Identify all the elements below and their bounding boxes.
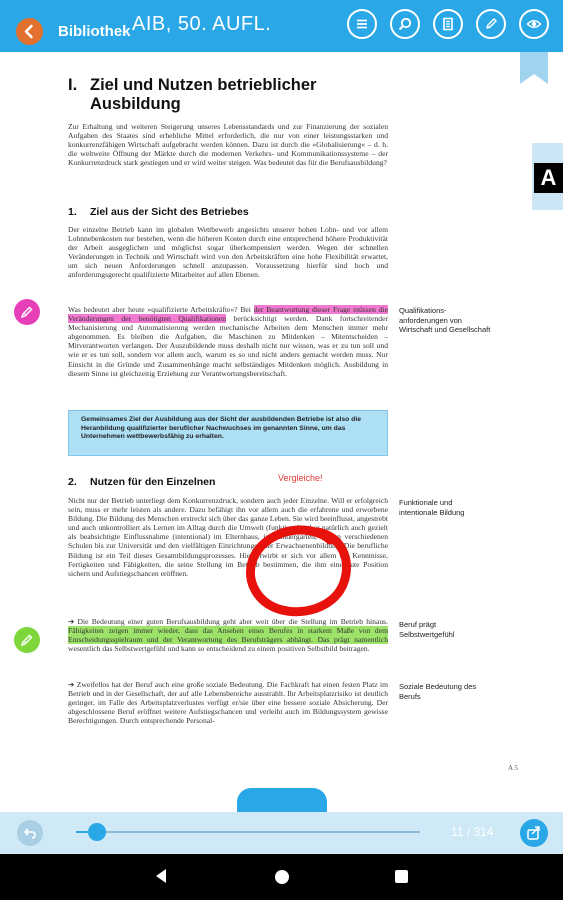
- chevron-left-icon: [16, 18, 43, 45]
- margin-note: Funktionale und intentionale Bildung: [399, 498, 465, 517]
- section-2-number: 2.: [68, 476, 77, 488]
- intro-paragraph: Zur Erhaltung und weiteren Steigerung unseres Lebensstandards und zur Finanzierung der sozialen Aufgaben des Staates sind erhebliche Mittel erforderlich, die nur von einer leistungsstarken und konkurrenzfähigen Wirtschaft aufgebracht werden können. Dazu ist durch die »Globalisierung« – d. h. die weltweite Öffnung der Märkte durch die modernen Verkehrs- und Kommunikationssysteme – der Konkurrenzdruck stark gestiegen und er wird weiter steigen. Was bedeutet das für die Berufsausbildung?: [68, 122, 388, 168]
- summary-box: [68, 410, 388, 456]
- nav-recent-apps-icon[interactable]: [395, 870, 408, 883]
- search-icon[interactable]: [390, 9, 420, 39]
- pink-annotation-marker[interactable]: [14, 299, 40, 325]
- handwritten-note[interactable]: Vergleiche!: [278, 473, 323, 483]
- pages-icon[interactable]: [433, 9, 463, 39]
- bullet-paragraph-1: [68, 617, 388, 653]
- bullet-paragraph-2: ➔ Zweifellos hat der Beruf auch eine große soziale Bedeutung. Die Fachkraft hat einen festen Platz im Betrieb und in der Gesellschaft, der auf alle Lebensbereiche ausstrahlt. Ihr Arbeitsplatzrisiko ist deutlich geringer, im Falle des Arbeitsplatzverlustes verfügt er/sie über eine bessere soziale Absicherung. Der abgeschlossene Beruf eröffnet weitere Aufstiegschancen und verleiht auch im Bildungssystem gewisse Berechtigungen. Durch entsprechende Personal-: [68, 680, 388, 726]
- section-2-title: Nutzen für den Einzelnen: [90, 476, 216, 488]
- chapter-title: Ziel und Nutzen betrieblicher Ausbildung: [90, 76, 317, 113]
- undo-icon: [23, 826, 37, 840]
- section-1-paragraph-1: Der einzelne Betrieb kann im globalen Wettbewerb angesichts unserer hohen Lohn- und vor allem Lohnnebenkosten nur bestehen, wenn die höheren Kosten durch eine entsprechend höhere Produktivität der Arbeit ausgeglichen und möglichst sogar überkompensiert werden. Wegen der schnellen Veränderungen in Technik und Wirtschaft wird von den Arbeitskräften eine hohe Flexibilität erwartet, um sich neuen Anforderungen schnell anzupassen. Voraussetzung hierfür sind hoch und anforderungsgerecht qualifizierte Mitarbeiter auf allen Ebenen.: [68, 225, 388, 280]
- nav-home-icon[interactable]: [275, 870, 289, 884]
- page-slider-fill: [76, 831, 88, 833]
- pencil-icon[interactable]: [476, 9, 506, 39]
- bookmark-icon[interactable]: [520, 52, 548, 84]
- section-1-number: 1.: [68, 206, 77, 218]
- menu-icon[interactable]: [347, 9, 377, 39]
- red-circle-annotation[interactable]: [240, 520, 360, 620]
- page-slider-thumb[interactable]: [88, 823, 106, 841]
- back-button[interactable]: [8, 7, 131, 45]
- green-annotation-marker[interactable]: [14, 627, 40, 653]
- back-label: Bibliothek: [58, 23, 131, 40]
- margin-note: Qualifikations-anforderungen von Wirtschaft und Gesellschaft: [399, 306, 491, 334]
- paragraph-text: wesentlich das Selbstwertgefühl und kann so entscheidend zu einem positiven Selbstbild beitragen.: [68, 644, 370, 654]
- page-reference: A 5: [508, 764, 518, 772]
- share-icon: [526, 825, 542, 841]
- document-title: AIB, 50. AUFL.: [132, 13, 272, 35]
- paragraph-text: berücksichtigt werden. Dank fortschreitender Mechanisierung und Automatisierung werden mechanische Arbeiten dem Menschen immer mehr abgenommen. Es bleiben die Aufgaben, die Maschinen zu Mitdenken – Mitentscheiden – Mitverantworten verlangen. Der Auszubildende muss deshalb nicht nur wissen, was er zu tun soll und wie er es tun soll, sondern vor allem auch, warum es so und nicht anders gemacht werden muss. Nur Einsicht in die Gründe und Zusammenhänge macht selbständiges Mitdenken möglich. Ausbildung in diesem Sinne ist gleichzeitig Erziehung zur Verantwortungsbereitschaft.: [68, 314, 388, 378]
- section-1-title: Ziel aus der Sicht des Betriebes: [90, 206, 249, 218]
- share-button[interactable]: [520, 819, 548, 847]
- section-2-paragraph: Nicht nur der Betrieb unterliegt dem Konkurrenzdruck, sondern auch jeder Einzelne. Will er erfolgreich sein, muss er mehr leisten als andere. Dazu befähigt ihn vor allem auch die erfahrene und erworbene Bildung. Die Bildung des Menschen erstreckt sich über das ganze Leben. Sie wird beeinflusst, angestrebt und auch unkontrolliert als Lernen im Alltag durch die Umwelt (funktional), aber natürlich auch gezielt als beabsichtigte Einflussnahme (intentional) im Elternhaus, im Kindergarten, in den verschiedenen Schulen bis zur Universität und den vielfältigen Einrichtungen der Erwachsenenbildung. Die berufliche Bildung ist ein Teil dieses Gesamtbildungsprozesses. Hier erwirbt er sich vor allem die Kenntnisse, Fertigkeiten und Fähigkeiten, die seine Stellung im Betrieb bestimmen, die ihm eine gute Position sichern und Aufstiegschancen eröffnen.: [68, 496, 388, 578]
- section-1-heading: [68, 206, 249, 218]
- pencil-icon: [19, 632, 35, 648]
- pencil-icon: [19, 304, 35, 320]
- eye-icon[interactable]: [519, 9, 549, 39]
- paragraph-text: ➔ Die Bedeutung einer guten Berufsausbildung geht aber weit über die Stellung im Betrieb hinaus.: [68, 617, 388, 626]
- summary-box-text: Gemeinsames Ziel der Ausbildung aus der Sicht der ausbildenden Betriebe ist also die Heranbildung qualifizierter beruflicher Nachwuchses im genannten Sinne, um das Unternehmen wettbewerbsfähig zu erhalten.: [81, 416, 362, 441]
- section-1-paragraph-2: [68, 305, 388, 378]
- page-slider-track[interactable]: [86, 831, 420, 833]
- pink-highlight[interactable]: der Beantwortung dieser Frage müssen die Veränderungen der benötigten Qualifikationen: [68, 305, 388, 324]
- paragraph-text: Was bedeutet aber heute »qualifizierte Arbeitskräfte«? Bei: [68, 305, 254, 314]
- green-highlight[interactable]: Fähigkeiten zeigen immer wieder, dass das Ansehen eines Berufes in starkem Maße von dem Entscheidungsspielraum und der Verantwortung des Berufsträgers abhängt. Das prägt namentlich: [68, 626, 388, 645]
- margin-note: Soziale Bedeutung des Berufs: [399, 682, 477, 701]
- margin-note: Beruf prägt Selbstwertgefühl: [399, 620, 455, 639]
- section-2-heading: [68, 476, 215, 488]
- undo-button[interactable]: [17, 820, 43, 846]
- chapter-number: I.: [68, 76, 78, 94]
- nav-back-icon[interactable]: [154, 868, 168, 884]
- page-counter: 11 / 314: [451, 825, 494, 839]
- register-tab-label: A: [534, 163, 563, 193]
